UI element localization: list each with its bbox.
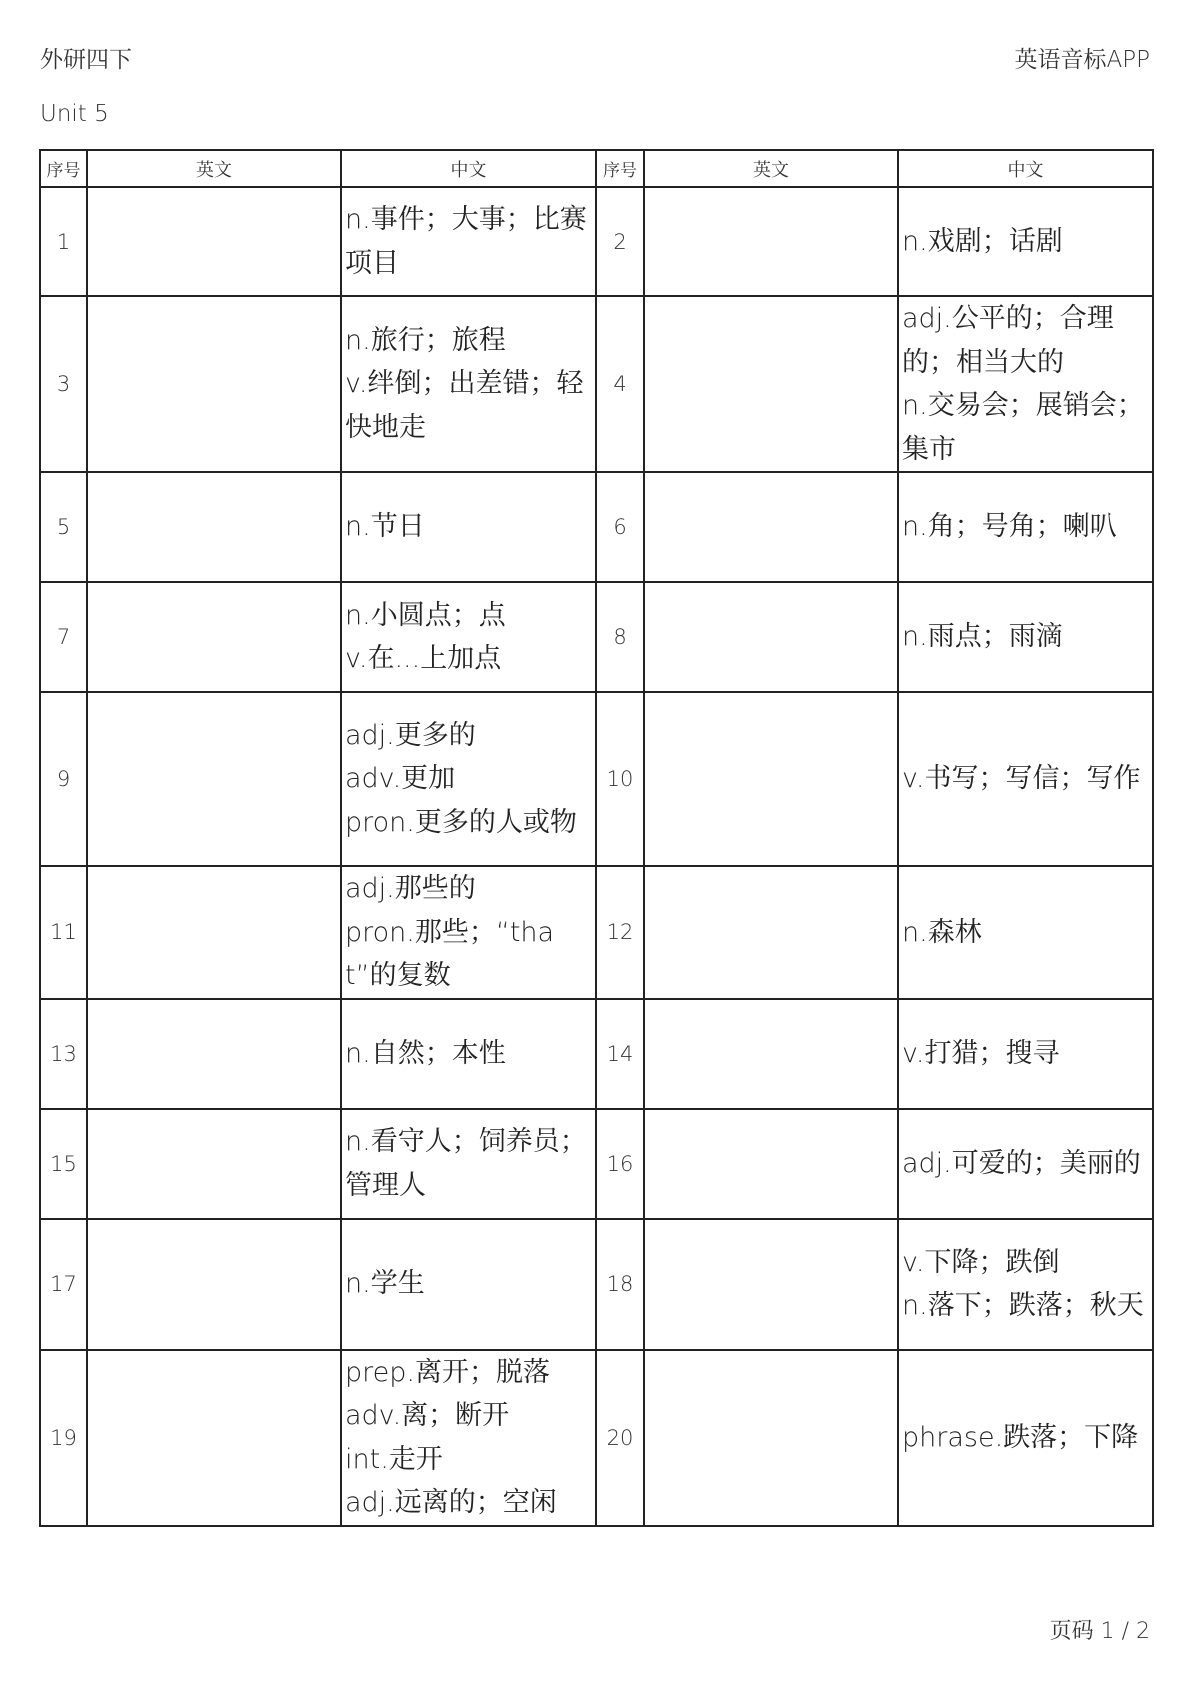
publisher-label: 外研四下 <box>40 47 132 73</box>
table-row <box>40 1109 1153 1219</box>
meaning-text: n.学生 <box>345 1268 425 1300</box>
entry-number-left: 3 <box>40 296 87 472</box>
table-row <box>40 1350 1153 1526</box>
meaning-text: phrase.跌落；下降 <box>902 1421 1139 1453</box>
english-blank-left[interactable] <box>87 296 341 472</box>
english-blank-right[interactable] <box>644 999 898 1109</box>
english-blank-left[interactable] <box>87 582 341 692</box>
table-row <box>40 866 1153 999</box>
meaning-text: n.角；号角；喇叭 <box>902 511 1117 543</box>
english-blank-right[interactable] <box>644 296 898 472</box>
chinese-meaning-left <box>341 187 596 296</box>
english-blank-right[interactable] <box>644 1219 898 1350</box>
english-blank-right[interactable] <box>644 692 898 866</box>
entry-number-left: 1 <box>40 187 87 296</box>
english-blank-left[interactable] <box>87 866 341 999</box>
chinese-meaning-left <box>341 1350 596 1526</box>
chinese-meaning-right <box>898 296 1153 472</box>
english-blank-right[interactable] <box>644 1350 898 1526</box>
entry-number-left: 19 <box>40 1350 87 1526</box>
meaning-text: n.雨点；雨滴 <box>902 621 1063 653</box>
chinese-meaning-left <box>341 866 596 999</box>
chinese-meaning-left <box>341 582 596 692</box>
meaning-text: n.看守人；饲养员；管理人 <box>345 1126 587 1201</box>
entry-number-left: 17 <box>40 1219 87 1350</box>
english-blank-left[interactable] <box>87 187 341 296</box>
chinese-meaning-left <box>341 692 596 866</box>
header-english-right: 英文 <box>644 150 898 187</box>
header-chinese-left: 中文 <box>341 150 596 187</box>
header-number-right: 序号 <box>596 150 644 187</box>
meaning-text: n.旅行；旅程 v.绊倒；出差错；轻快地走 <box>345 324 584 443</box>
vocabulary-table <box>39 149 1154 1527</box>
english-blank-left[interactable] <box>87 1219 341 1350</box>
english-blank-right[interactable] <box>644 472 898 582</box>
chinese-meaning-right <box>898 1219 1153 1350</box>
english-blank-left[interactable] <box>87 472 341 582</box>
entry-number-right: 14 <box>596 999 644 1109</box>
table-header-row <box>40 150 1153 187</box>
english-blank-right[interactable] <box>644 187 898 296</box>
entry-number-left: 15 <box>40 1109 87 1219</box>
chinese-meaning-left <box>341 999 596 1109</box>
chinese-meaning-right <box>898 692 1153 866</box>
entry-number-left: 9 <box>40 692 87 866</box>
meaning-text: v.打猎；搜寻 <box>902 1037 1060 1069</box>
meaning-text: v.书写；写信；写作 <box>902 763 1141 795</box>
english-blank-right[interactable] <box>644 582 898 692</box>
english-blank-right[interactable] <box>644 1109 898 1219</box>
chinese-meaning-right <box>898 1350 1153 1526</box>
chinese-meaning-right <box>898 1109 1153 1219</box>
chinese-meaning-left <box>341 1219 596 1350</box>
table-row <box>40 999 1153 1109</box>
entry-number-left: 5 <box>40 472 87 582</box>
table-row <box>40 296 1153 472</box>
meaning-text: v.下降；跌倒 n.落下；跌落；秋天 <box>902 1246 1144 1321</box>
header-number-left: 序号 <box>40 150 87 187</box>
entry-number-right: 10 <box>596 692 644 866</box>
table-row <box>40 187 1153 296</box>
entry-number-left: 11 <box>40 866 87 999</box>
chinese-meaning-right <box>898 999 1153 1109</box>
chinese-meaning-left <box>341 472 596 582</box>
table-row <box>40 472 1153 582</box>
english-blank-right[interactable] <box>644 866 898 999</box>
english-blank-left[interactable] <box>87 692 341 866</box>
table-row <box>40 1219 1153 1350</box>
meaning-text: n.小圆点；点 v.在...上加点 <box>345 599 506 674</box>
english-blank-left[interactable] <box>87 1350 341 1526</box>
table-row <box>40 692 1153 866</box>
meaning-text: adj.更多的 adv.更加 pron.更多的人或物 <box>345 719 577 838</box>
entry-number-right: 4 <box>596 296 644 472</box>
english-blank-left[interactable] <box>87 1109 341 1219</box>
entry-number-right: 2 <box>596 187 644 296</box>
app-name-label: 英语音标APP <box>1014 47 1150 73</box>
entry-number-right: 18 <box>596 1219 644 1350</box>
unit-title: Unit 5 <box>40 101 109 127</box>
chinese-meaning-right <box>898 187 1153 296</box>
chinese-meaning-right <box>898 472 1153 582</box>
entry-number-right: 20 <box>596 1350 644 1526</box>
meaning-text: n.自然；本性 <box>345 1037 506 1069</box>
chinese-meaning-right <box>898 582 1153 692</box>
page-number: 页码 1 / 2 <box>1049 1619 1150 1644</box>
entry-number-left: 13 <box>40 999 87 1109</box>
meaning-text: n.节日 <box>345 511 425 543</box>
meaning-text: n.戏剧；话剧 <box>902 225 1063 257</box>
table-row <box>40 582 1153 692</box>
english-blank-left[interactable] <box>87 999 341 1109</box>
entry-number-right: 12 <box>596 866 644 999</box>
meaning-text: prep.离开；脱落 adv.离；断开 int.走开 adj.远离的；空闲 <box>345 1356 557 1518</box>
entry-number-right: 6 <box>596 472 644 582</box>
meaning-text: n.森林 <box>902 916 982 948</box>
header-chinese-right: 中文 <box>898 150 1153 187</box>
chinese-meaning-left <box>341 296 596 472</box>
chinese-meaning-right <box>898 866 1153 999</box>
meaning-text: adj.公平的；合理的；相当大的 n.交易会；展销会；集市 <box>902 303 1144 465</box>
chinese-meaning-left <box>341 1109 596 1219</box>
entry-number-right: 16 <box>596 1109 644 1219</box>
entry-number-right: 8 <box>596 582 644 692</box>
entry-number-left: 7 <box>40 582 87 692</box>
meaning-text: adj.那些的 pron.那些；“that”的复数 <box>345 873 555 991</box>
meaning-text: adj.可爱的；美丽的 <box>902 1147 1141 1179</box>
meaning-text: n.事件；大事；比赛项目 <box>345 204 587 279</box>
header-english-left: 英文 <box>87 150 341 187</box>
